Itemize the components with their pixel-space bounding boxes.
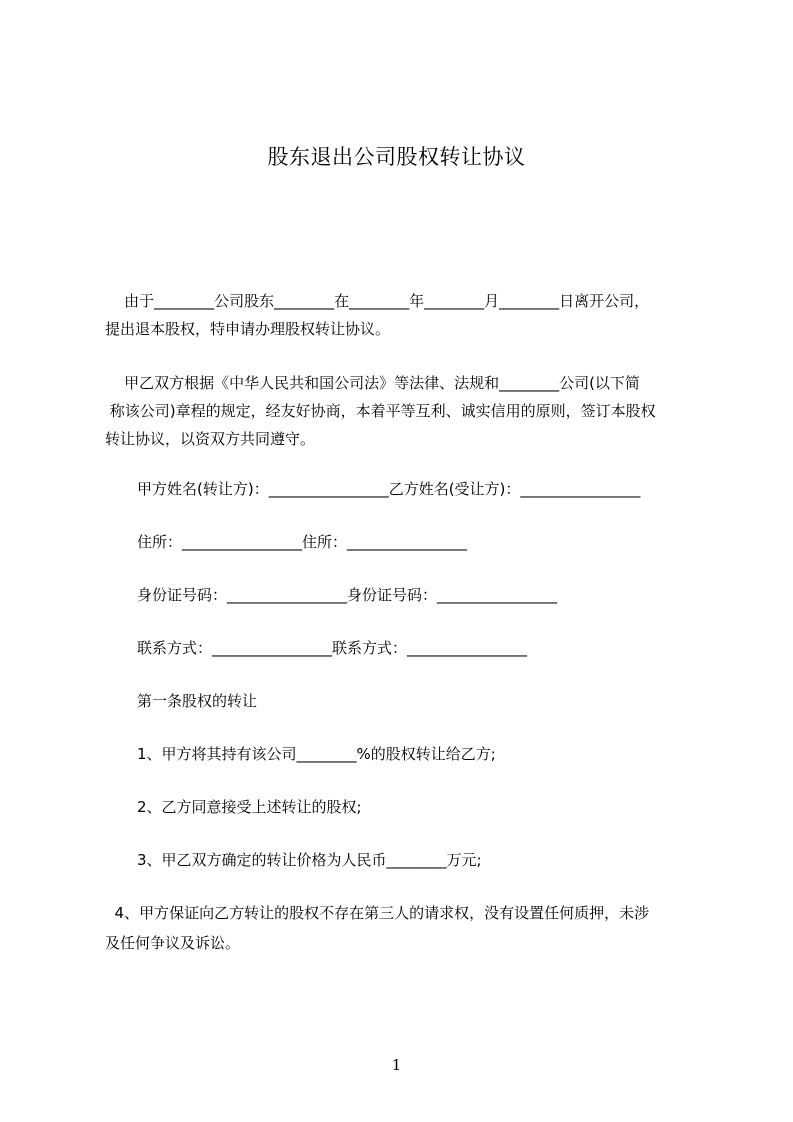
- basis-line-3: 转让协议，以资双方共同遵守。: [105, 430, 316, 448]
- article-one-item-2: 2、乙方同意接受上述转让的股权;: [137, 798, 362, 816]
- document-title: 股东退出公司股权转让协议: [267, 145, 526, 169]
- article-one-heading: 第一条股权的转让: [137, 692, 258, 710]
- basis-line-1: 甲乙双方根据《中华人民共和国公司法》等法律、法规和________公司(以下简: [105, 374, 640, 392]
- article-one-item-4-line-2: 及任何争议及诉讼。: [105, 934, 241, 952]
- party-address-line: 住所：________________住所：________________: [137, 533, 468, 551]
- party-contact-line: 联系方式：________________联系方式：________________: [137, 639, 528, 657]
- page-number: 1: [391, 1056, 402, 1074]
- article-one-item-3: 3、甲乙双方确定的转让价格为人民币________万元;: [137, 851, 482, 869]
- intro-line-1: 由于________公司股东________在________年________月________日离开公司，: [105, 292, 650, 310]
- basis-line-2: 称该公司)章程的规定，经友好协商，本着平等互利、诚实信用的原则，签订本股权: [105, 402, 656, 420]
- intro-line-2: 提出退本股权，特申请办理股权转让协议。: [105, 320, 391, 338]
- article-one-item-4-line-1: 4、甲方保证向乙方转让的股权不存在第三人的请求权，没有设置任何质押，未涉: [105, 904, 650, 922]
- article-one-item-1: 1、甲方将其持有该公司________%的股权转让给乙方;: [137, 745, 496, 763]
- party-name-line: 甲方姓名(转让方)：________________乙方姓名(受让方)：________________: [137, 480, 641, 498]
- party-id-line: 身份证号码：________________身份证号码：________________: [137, 586, 558, 604]
